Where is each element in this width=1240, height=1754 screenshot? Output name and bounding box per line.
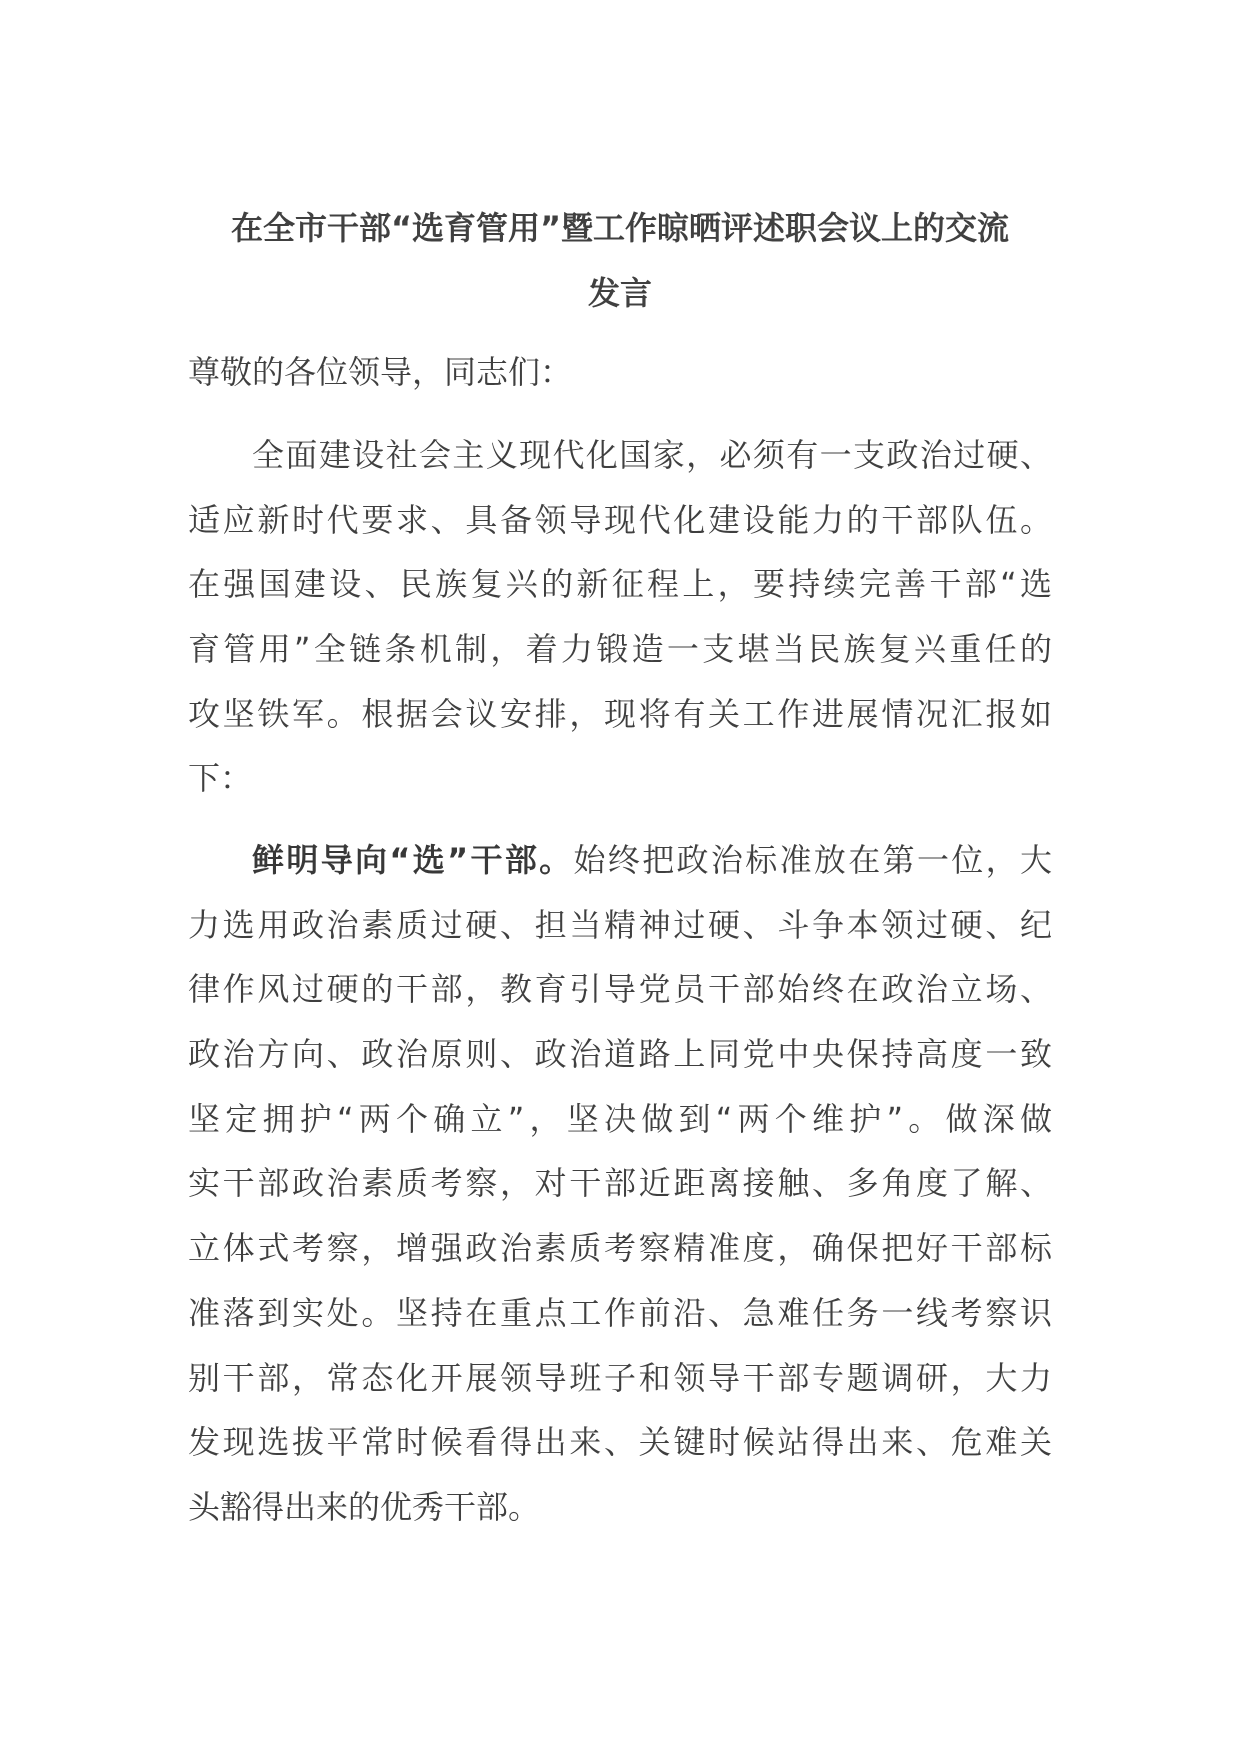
paragraph-line: 准落到实处。坚持在重点工作前沿、急难任务一线考察识: [188, 1293, 1052, 1332]
paragraph-line: 政治方向、政治原则、政治道路上同党中央保持高度一致: [188, 1035, 1052, 1074]
paragraph-line: 坚定拥护“两个确立”，坚决做到“两个维护”。做深做: [188, 1099, 1052, 1138]
paragraph-line: 头豁得出来的优秀干部。: [188, 1487, 541, 1526]
paragraph-line: 力选用政治素质过硬、担当精神过硬、斗争本领过硬、纪: [188, 905, 1052, 944]
paragraph-line: 律作风过硬的干部，教育引导党员干部始终在政治立场、: [188, 970, 1052, 1009]
paragraph-first-line: [188, 828, 1052, 893]
paragraph-line: 发现选拔平常时候看得出来、关键时候站得出来、危难关: [188, 1423, 1052, 1462]
salutation: 尊敬的各位领导，同志们：: [188, 353, 573, 391]
paragraph-line: 实干部政治素质考察，对干部近距离接触、多角度了解、: [188, 1164, 1052, 1203]
paragraph-line: 在强国建设、民族复兴的新征程上，要持续完善干部“选: [188, 565, 1052, 604]
section-heading: 鲜明导向“选”干部。: [252, 841, 574, 879]
paragraph-intro: [188, 423, 1052, 811]
first-line-text: 始终把政治标准放在第一位，大: [573, 841, 1052, 879]
paragraph-line: 育管用”全链条机制，着力锻造一支堪当民族复兴重任的: [188, 630, 1052, 669]
paragraph-line: 立体式考察，增强政治素质考察精准度，确保把好干部标: [188, 1229, 1052, 1268]
paragraph-select-cadres: [188, 828, 1052, 1540]
paragraph-line: 攻坚铁军。根据会议安排，现将有关工作进展情况汇报如: [188, 694, 1052, 733]
paragraph-line: 别干部，常态化开展领导班子和领导干部专题调研，大力: [188, 1358, 1052, 1397]
title-line-1: 在全市干部“选育管用”暨工作晾晒评述职会议上的交流: [230, 209, 1010, 247]
paragraph-line: 下：: [188, 759, 253, 798]
paragraph-line: 适应新时代要求、具备领导现代化建设能力的干部队伍。: [188, 500, 1052, 539]
document-title: [188, 196, 1052, 326]
title-line-2: 发言: [587, 274, 652, 312]
paragraph-line: 全面建设社会主义现代化国家，必须有一支政治过硬、: [252, 436, 1052, 474]
